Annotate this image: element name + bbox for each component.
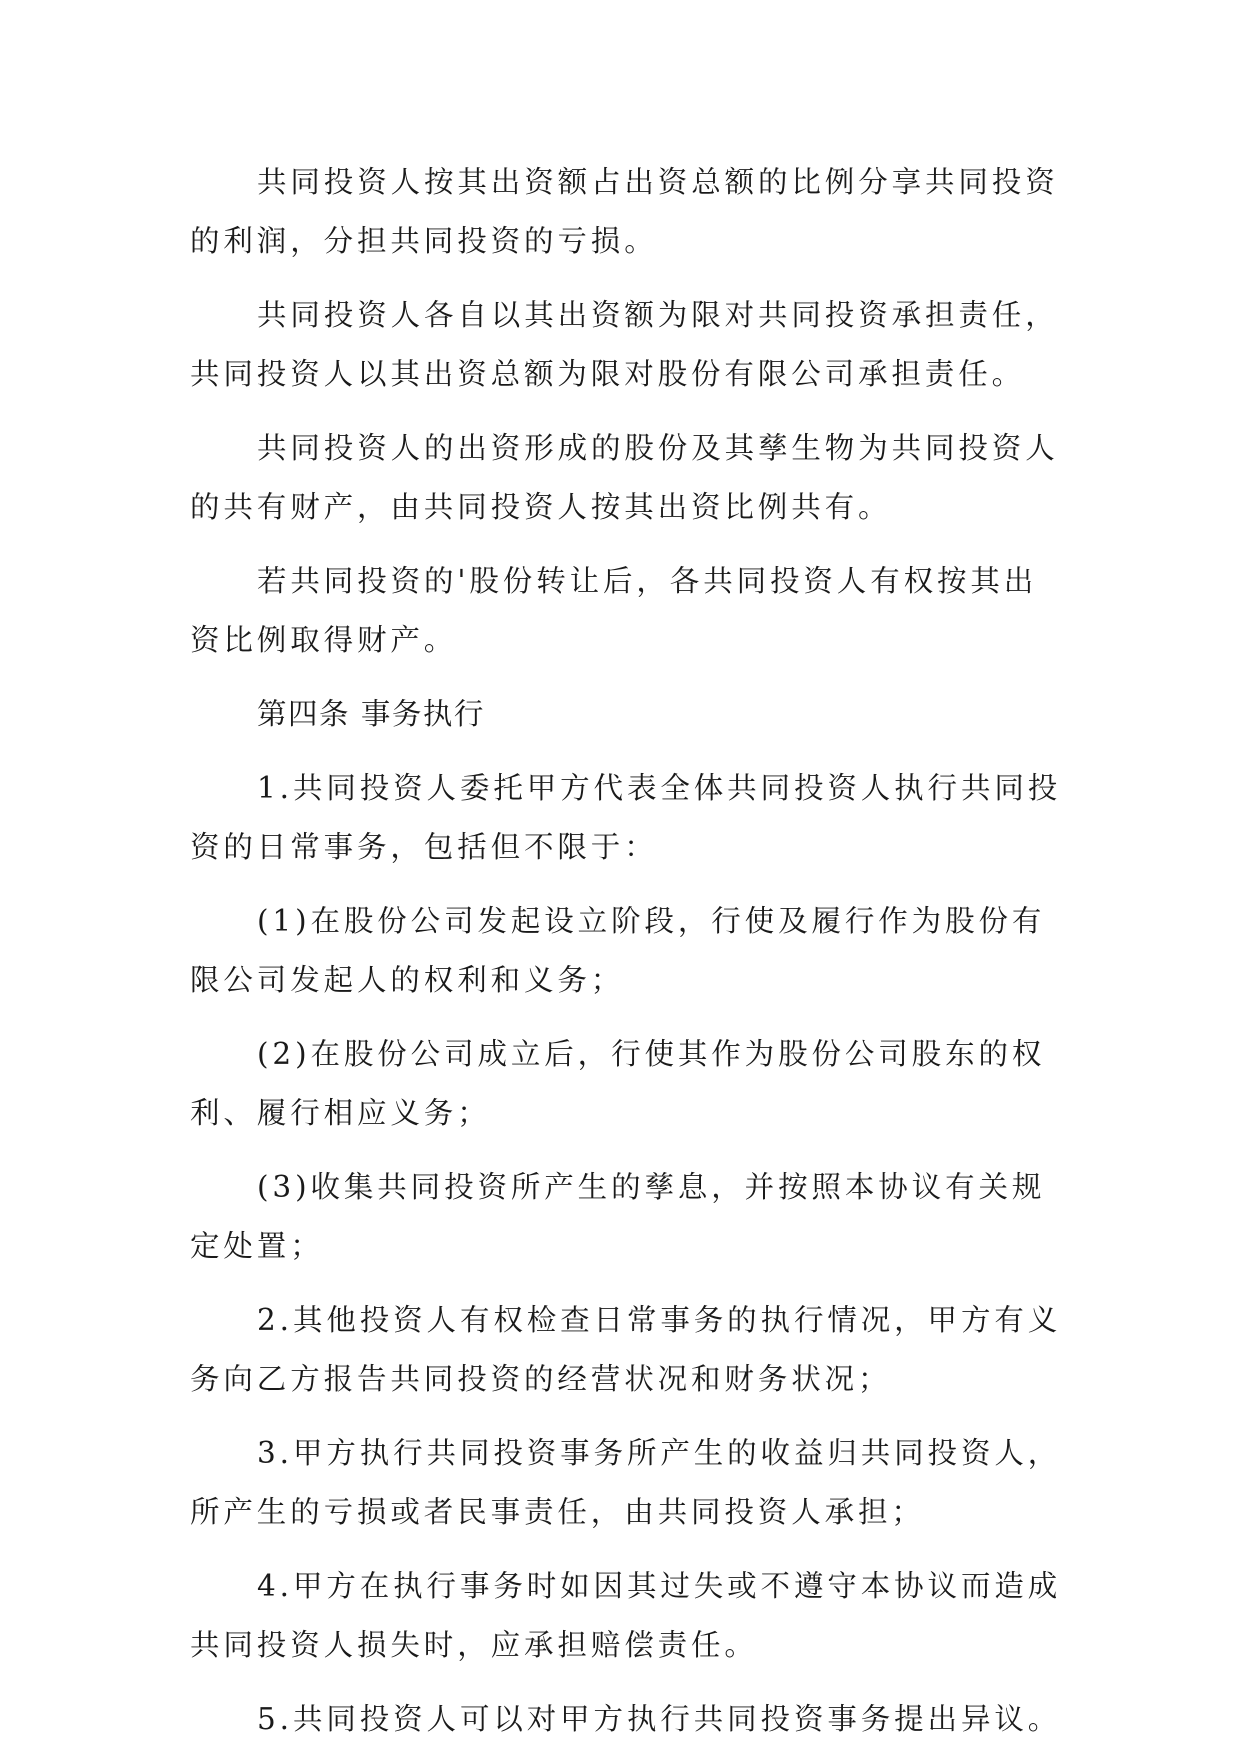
clause-4-compensation: 4.甲方在执行事务时如因其过失或不遵守本协议而造成共同投资人损失时，应承担赔偿责任。 [190,1569,1062,1662]
clause-1-entrustment: 1.共同投资人委托甲方代表全体共同投资人执行共同投资的日常事务，包括但不限于： [190,771,1062,864]
paragraph-share-transfer: 若共同投资的'股份转让后，各共同投资人有权按其出资比例取得财产。 [190,564,1038,657]
paragraph-common-property: 共同投资人的出资形成的股份及其孳生物为共同投资人的共有财产，由共同投资人按其出资比例共有。 [190,431,1059,524]
paragraph-liability: 共同投资人各自以其出资额为限对共同投资承担责任，共同投资人以其出资总额为限对股份有限公司承担责任。 [190,298,1059,391]
document-body [190,153,1070,1764]
paragraph-profit-sharing: 共同投资人按其出资额占出资总额的比例分享共同投资的利润，分担共同投资的亏损。 [190,165,1059,258]
clause-3-income: 3.甲方执行共同投资事务所产生的收益归共同投资人，所产生的亏损或者民事责任，由共同投资人承担； [190,1436,1062,1529]
clause-5-objection: 5.共同投资人可以对甲方执行共同投资事务提出异议。 [257,1702,1062,1736]
clause-1-item-3: (3)收集共同投资所产生的孳息，并按照本协议有关规定处置； [190,1170,1046,1263]
clause-1-item-2: (2)在股份公司成立后，行使其作为股份公司股东的权利、履行相应义务； [190,1037,1046,1130]
clause-1-item-1: (1)在股份公司发起设立阶段，行使及履行作为股份有限公司发起人的权利和义务； [190,904,1046,997]
clause-2-inspection: 2.其他投资人有权检查日常事务的执行情况，甲方有义务向乙方报告共同投资的经营状况和财务状况； [190,1303,1062,1396]
article-four-heading: 第四条 事务执行 [257,697,485,731]
